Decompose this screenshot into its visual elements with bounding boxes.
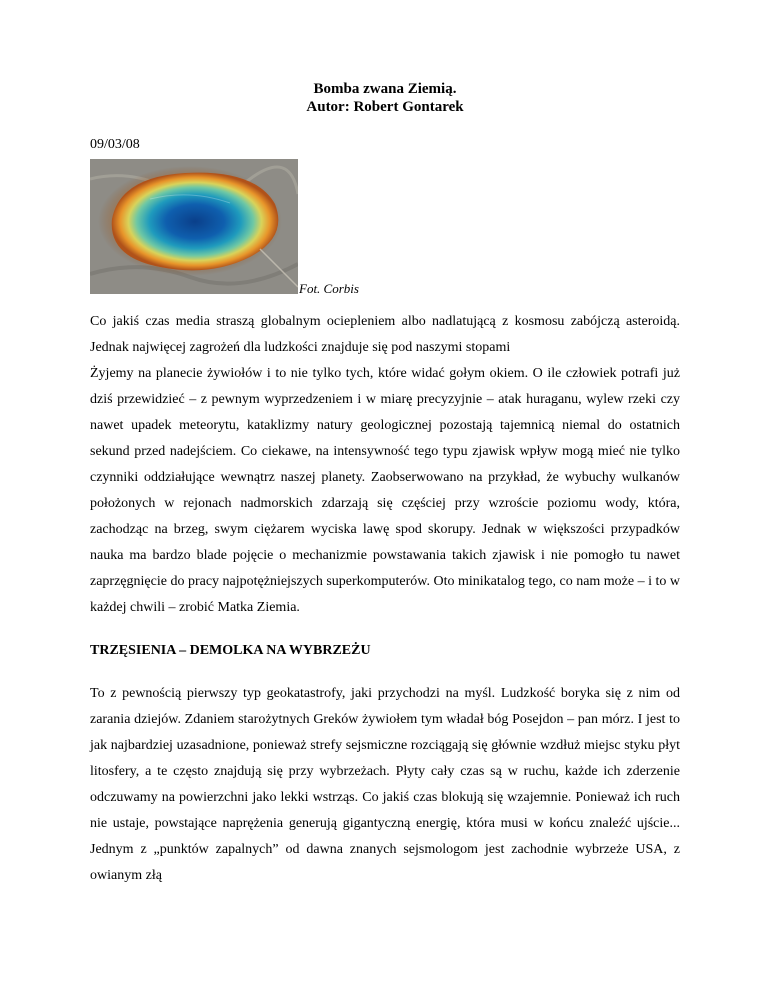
document-page <box>90 80 680 889</box>
article-title: Bomba zwana Ziemią. <box>313 81 457 97</box>
photo-caption: Fot. Corbis <box>299 281 359 296</box>
intro-paragraph-2: Żyjemy na planecie żywiołów i to nie tylko tych, które widać gołym okiem. O ile człowiek potrafi już dziś przewidzieć – z pewnym wyprzedzeniem i w miarę precyzyjnie – atak huraganu, wylew rzeki czy nawet upadek meteorytu, kataklizmy natury geologicznej pozostają tajemnicą niemal do ostatnich sekund przed nadejściem. Co ciekawe, na intensywność tego typu zjawisk wpływ mogą mieć nie tylko czynniki oddziałujące wewnątrz naszej planety. Zaobserwowano na przykład, że wybuchy wulkanów położonych w rejonach nadmorskich zdarzają się częściej przy wzroście poziomu wody, która, zachodząc na brzeg, swym ciężarem wyciska lawę spod skorupy. Jednak w większości przypadków nauka ma bardzo blade pojęcie o mechanizmie powstawania takich zjawisk i nie pomogło tu nawet zaprzęgnięcie do pracy najpotężniejszych superkomputerów. Oto minikatalog tego, co nam może – i to w każdej chwili – zrobić Matka Ziemia. <box>90 366 681 615</box>
photo-block <box>90 156 680 294</box>
article-author: Autor: Robert Gontarek <box>306 99 464 115</box>
section-paragraph-1: To z pewnością pierwszy typ geokatastrofy, jaki przychodzi na myśl. Ludzkość boryka się z nim od zarania dziejów. Zdaniem starożytnych Greków żywiołem tym władał bóg Posejdon – pan mórz. I jest to jak najbardziej uzasadnione, ponieważ strefy sejsmiczne rozciągają się głównie wzdłuż miejsc styku płyt litosfery, a te często znajdują się przy wybrzeżach. Płyty cały czas są w ruchu, każde ich zderzenie odczuwamy na powierzchni jako lekki wstrząs. Co jakiś czas blokują się wzajemnie. Ponieważ ich ruch nie ustaje, powstające naprężenia generują gigantyczną energię, która musi w końcu znaleźć ujście... Jednym z „punktów zapalnych” od dawna znanych sejsmologom jest zachodnie wybrzeże USA, z owianym złą <box>90 686 680 883</box>
section-heading: TRZĘSIENIA – DEMOLKA NA WYBRZEŻU <box>90 643 371 658</box>
hot-spring-photo <box>90 159 298 294</box>
intro-paragraph-1: Co jakiś czas media straszą globalnym ociepleniem albo nadlatującą z kosmosu zabójczą asteroidą. Jednak najwięcej zagrożeń dla ludzkości znajduje się pod naszymi stopami <box>90 314 680 355</box>
article-date: 09/03/08 <box>90 137 140 152</box>
